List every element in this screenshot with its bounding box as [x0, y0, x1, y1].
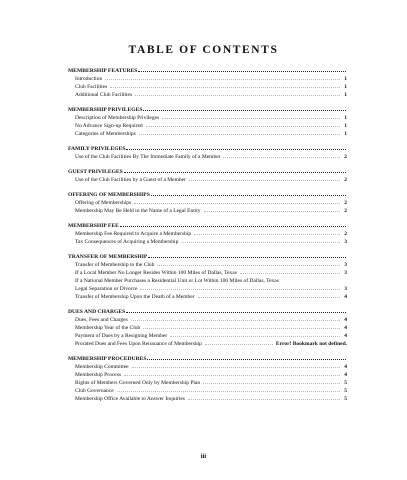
dot-leader	[194, 234, 340, 235]
entry-page: 2	[344, 231, 347, 237]
section-heading-text: MEMBERSHIP FEATURES	[68, 68, 138, 74]
entry-page: 1	[344, 92, 347, 98]
dot-leader	[189, 180, 340, 181]
toc-section-heading[interactable]	[68, 67, 347, 75]
dot-leader	[170, 336, 340, 337]
entry-text: Use of the Club Facilities By The Immediate Family of a Member	[75, 154, 221, 160]
entry-page: 2	[344, 200, 347, 206]
entry-page: 2	[344, 154, 347, 160]
toc-section	[68, 355, 347, 403]
toc-entry[interactable]	[68, 269, 347, 277]
entry-text: Payment of Dues by a Resigning Member	[75, 333, 168, 339]
section-heading-text: MEMBERSHIP PROCEDURES	[68, 356, 147, 362]
dot-leader	[135, 95, 340, 96]
entry-page: 4	[344, 372, 347, 378]
dot-leader	[147, 359, 346, 360]
entry-page: 4	[344, 333, 347, 339]
entry-text: Dues, Fees and Charges	[75, 317, 128, 323]
dot-leader	[157, 265, 340, 266]
page-number: iii	[200, 453, 207, 460]
toc-section	[68, 308, 347, 348]
dot-leader	[143, 328, 340, 329]
toc-section-heading[interactable]	[68, 145, 347, 153]
toc-entry[interactable]	[68, 83, 347, 91]
toc-entry[interactable]	[68, 122, 347, 130]
entry-text: Membership May Be Held in the Name of a Legal Entity	[75, 208, 201, 214]
entry-text: Club Facilities	[75, 84, 108, 90]
dot-leader	[105, 79, 340, 80]
toc-entry[interactable]	[68, 130, 347, 138]
toc-section-heading[interactable]	[68, 191, 347, 199]
toc-entry[interactable]	[68, 176, 347, 184]
entry-text: No Advance Sign-up Required	[75, 123, 143, 129]
section-heading-text: DUES AND CHARGES	[68, 309, 126, 315]
toc-entry[interactable]	[68, 114, 347, 122]
toc-section	[68, 106, 347, 138]
dot-leader	[223, 157, 340, 158]
entry-page: 3	[344, 239, 347, 245]
toc-section	[68, 168, 347, 184]
dot-leader	[131, 320, 340, 321]
dot-leader	[188, 399, 340, 400]
entry-page: 5	[344, 388, 347, 394]
entry-text: Membership Fee Required to Acquire a Membership	[75, 231, 192, 237]
entry-text: Transfer of Membership Upon the Death of a Member	[75, 294, 195, 300]
toc-entry[interactable]	[68, 261, 347, 269]
entry-text: Rights of Members Governed Only by Membership Plan	[75, 380, 201, 386]
entry-text: Tax Consequences of Acquiring a Membership	[75, 239, 179, 245]
dot-leader	[139, 134, 340, 135]
entry-text: Offering of Memberships	[75, 200, 132, 206]
toc-section	[68, 67, 347, 99]
toc-entry[interactable]	[68, 316, 347, 324]
toc-entry[interactable]	[68, 395, 347, 403]
dot-leader	[134, 203, 340, 204]
toc-section-heading[interactable]	[68, 222, 347, 230]
dot-leader	[240, 273, 340, 274]
dot-leader	[143, 110, 346, 111]
toc-entry[interactable]	[68, 340, 347, 348]
entry-text: Additional Club Facilities	[75, 92, 133, 98]
entry-text: Membership Process	[75, 372, 121, 378]
toc-entry[interactable]	[68, 324, 347, 332]
entry-page: 3	[344, 286, 347, 292]
entry-page: 4	[344, 325, 347, 331]
dot-leader	[138, 71, 346, 72]
entry-page: 4	[344, 317, 347, 323]
entry-page: 1	[344, 84, 347, 90]
toc-entry[interactable]	[68, 199, 347, 207]
dot-leader	[124, 172, 346, 173]
toc-section-heading[interactable]	[68, 253, 347, 261]
toc-entry[interactable]	[68, 363, 347, 371]
entry-page: 3	[344, 262, 347, 268]
entry-page: 1	[344, 115, 347, 121]
toc-entry[interactable]	[68, 379, 347, 387]
dot-leader	[117, 391, 340, 392]
toc-entry[interactable]	[68, 207, 347, 215]
dot-leader	[140, 289, 340, 290]
dot-leader	[126, 312, 346, 313]
section-heading-text: OFFERING OF MEMBERSHIPS	[68, 192, 150, 198]
entry-page: 2	[344, 177, 347, 183]
entry-text: Club Governance	[75, 388, 114, 394]
entry-text: If a National Member Purchases a Residential Unit or Lot Within 100 Miles of Dallas, Texas	[75, 278, 279, 284]
toc-section-heading[interactable]	[68, 168, 347, 176]
toc-entry[interactable]	[68, 387, 347, 395]
toc-entry[interactable]	[68, 285, 347, 293]
toc-entry[interactable]	[68, 332, 347, 340]
entry-page: 2	[344, 208, 347, 214]
entry-text: Prorated Dues and Fees Upon Reissuance of Membership	[75, 341, 202, 347]
entry-page: 1	[344, 131, 347, 137]
entry-text: Use of the Club Facilities by a Guest of a Member	[75, 177, 186, 183]
entry-text: Membership Office Available to Answer Inquiries	[75, 396, 185, 402]
page-title: TABLE OF CONTENTS	[128, 44, 279, 56]
entry-text: Legal Separation or Divorce	[75, 286, 138, 292]
entry-text: Membership Year of the Club	[75, 325, 141, 331]
dot-leader	[181, 242, 340, 243]
dot-leader	[205, 344, 273, 345]
dot-leader	[162, 118, 340, 119]
toc-entry[interactable]	[68, 371, 347, 379]
dot-leader	[124, 375, 340, 376]
toc-entry[interactable]	[68, 277, 347, 285]
section-heading-text: GUEST PRIVILEGES	[68, 169, 123, 175]
toc-entry[interactable]	[68, 91, 347, 99]
dot-leader	[151, 195, 346, 196]
entry-page-error: Error! Bookmark not defined.	[275, 341, 347, 347]
dot-leader	[132, 367, 340, 368]
entry-page: 4	[344, 294, 347, 300]
dot-leader	[148, 257, 346, 258]
dot-leader	[126, 149, 346, 150]
toc-section	[68, 222, 347, 246]
entry-text: If a Local Member No Longer Resides Within 100 Miles of Dallas, Texas	[75, 270, 237, 276]
entry-text: Transfer of Membership to the Club	[75, 262, 155, 268]
toc-entry[interactable]	[68, 238, 347, 246]
entry-text: Categories of Memberships	[75, 131, 136, 137]
entry-page: 5	[344, 380, 347, 386]
section-heading-text: MEMBERSHIP FEE	[68, 223, 119, 229]
section-heading-text: TRANSFER OF MEMBERSHIP	[68, 254, 148, 260]
dot-leader	[110, 87, 340, 88]
entry-page: 1	[344, 76, 347, 82]
toc-section	[68, 191, 347, 215]
entry-page: 4	[344, 364, 347, 370]
toc-section	[68, 145, 347, 161]
toc-section	[68, 253, 347, 301]
toc-list	[68, 67, 347, 410]
dot-leader	[120, 226, 346, 227]
dot-leader	[204, 211, 340, 212]
toc-section-heading[interactable]	[68, 308, 347, 316]
toc-entry[interactable]	[68, 75, 347, 83]
entry-page: 3	[344, 270, 347, 276]
toc-section-heading[interactable]	[68, 355, 347, 363]
entry-page: 1	[344, 123, 347, 129]
toc-section-heading[interactable]	[68, 106, 347, 114]
toc-entry[interactable]	[68, 293, 347, 301]
entry-text: Introduction	[75, 76, 103, 82]
entry-text: Description of Membership Privileges	[75, 115, 160, 121]
dot-leader	[198, 297, 340, 298]
section-heading-text: MEMBERSHIP PRIVILEGES	[68, 107, 143, 113]
dot-leader	[203, 383, 340, 384]
section-heading-text: FAMILY PRIVILEGES	[68, 146, 126, 152]
entry-text: Membership Committee	[75, 364, 129, 370]
toc-entry[interactable]	[68, 153, 347, 161]
toc-entry[interactable]	[68, 230, 347, 238]
entry-page: 5	[344, 396, 347, 402]
dot-leader	[146, 126, 340, 127]
